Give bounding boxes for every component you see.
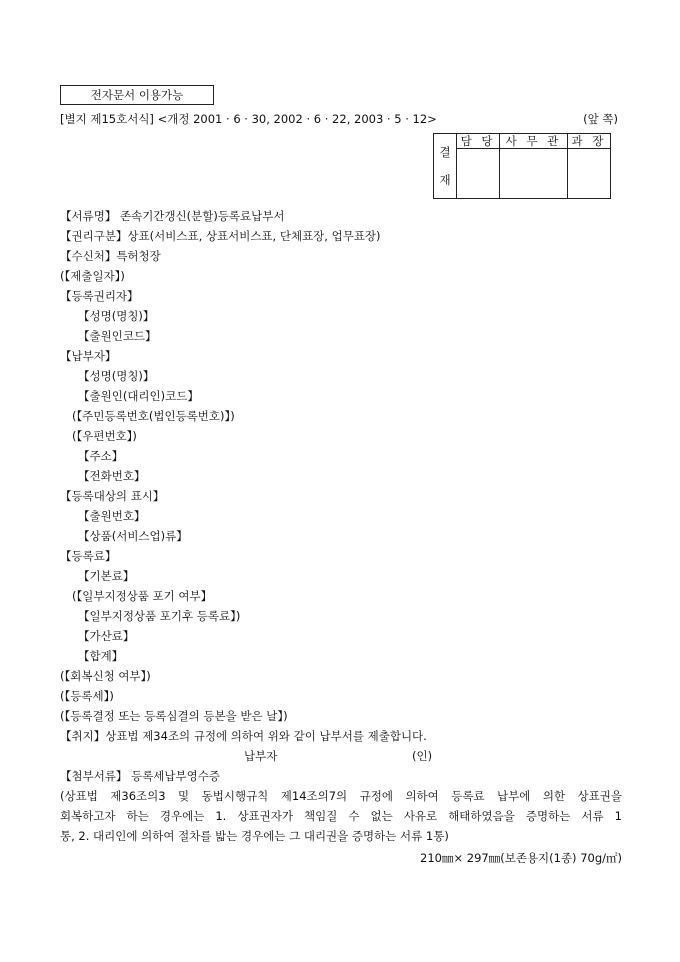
approval-sign-officer (500, 149, 568, 199)
line-address: 【주소】 (78, 449, 124, 463)
line-phone: 【전화번호】 (78, 469, 146, 483)
line-recovery-request: (【회복신청 여부】) (60, 669, 151, 683)
page-side-label: (앞 쪽) (583, 112, 618, 126)
line-partial-waiver-fee: 【일부지정상품 포기후 등록료】) (78, 609, 241, 623)
seal-label: (인) (412, 749, 433, 763)
payer-signature-label: 납부자 (244, 749, 278, 763)
line-right-type: 【권리구분】상표(서비스표, 상표서비스표, 단체표장, 업무표장) (60, 229, 381, 243)
attachment-line: 【첨부서류】 등록세납부영수증 (60, 769, 220, 783)
line-goods-class: 【상품(서비스업)류】 (78, 529, 188, 543)
line-resident-number: (【주민등록번호(법인등록번호)】) (72, 409, 235, 423)
line-postal-code: (【우편번호】) (72, 429, 137, 443)
line-purpose: 【취지】상표법 제34조의 규정에 의하여 위와 같이 납부서를 제출합니다. (60, 729, 427, 743)
line-surcharge: 【가산료】 (78, 629, 135, 643)
line-recipient: 【수신처】특허청장 (60, 249, 161, 263)
approval-sign-staff (457, 149, 500, 199)
line-partial-waiver: (【일부지정상품 포기 여부】 (72, 589, 213, 603)
line-payer-name: 【성명(명칭)】 (78, 369, 155, 383)
approval-sign-chief (567, 149, 610, 199)
note-line-1: (상표법 제36조의3 및 동법시행규칙 제14조의7의 규정에 의하여 등록료 납부에 의한 상표권을 (60, 789, 622, 803)
line-payer: 【납부자】 (60, 349, 117, 363)
approval-header-chief: 과 장 (567, 134, 610, 149)
approval-table (433, 133, 611, 199)
approval-side-top: 결 (439, 145, 451, 159)
line-document-name: 【서류명】 존속기간갱신(분할)등록료납부서 (60, 209, 285, 223)
line-registration-target: 【등록대상의 표시】 (60, 489, 165, 503)
line-decision-date: (【등록결정 또는 등록심결의 등본을 받은 날】) (60, 709, 288, 723)
line-holder-applicant-code: 【출원인코드】 (78, 329, 157, 343)
line-payer-applicant-code: 【출원인(대리인)코드】 (78, 389, 199, 403)
line-registered-holder: 【등록권리자】 (60, 289, 139, 303)
line-registration-fee: 【등록료】 (60, 549, 117, 563)
approval-side-label (434, 134, 457, 199)
electronic-document-badge: 전자문서 이용가능 (60, 85, 214, 105)
form-title: [별지 제15호서식] <개정 2001 · 6 · 30, 2002 · 6 · 22, 2003 · 5 · 12> (60, 112, 437, 126)
line-basic-fee: 【기본료】 (78, 569, 135, 583)
line-registration-tax: (【등록세】) (60, 689, 114, 703)
line-total: 【합계】 (78, 649, 124, 663)
paper-spec: 210㎜× 297㎜(보존용지(1종) 70g/㎡) (420, 851, 622, 865)
approval-header-staff: 담 당 (457, 134, 500, 149)
approval-header-officer: 사 무 관 (500, 134, 568, 149)
approval-side-bottom: 재 (439, 173, 451, 187)
note-line-3: 통, 2. 대리인에 의하여 절차를 밟는 경우에는 그 대리권을 증명하는 서류 1통) (60, 829, 449, 843)
line-submission-date: (【제출일자】) (60, 269, 125, 283)
note-line-2: 회복하고자 하는 경우에는 1. 상표권자가 책임질 수 없는 사유로 해태하였음을 증명하는 서류 1 (60, 809, 622, 823)
line-holder-name: 【성명(명칭)】 (78, 309, 155, 323)
line-application-number: 【출원번호】 (78, 509, 146, 523)
